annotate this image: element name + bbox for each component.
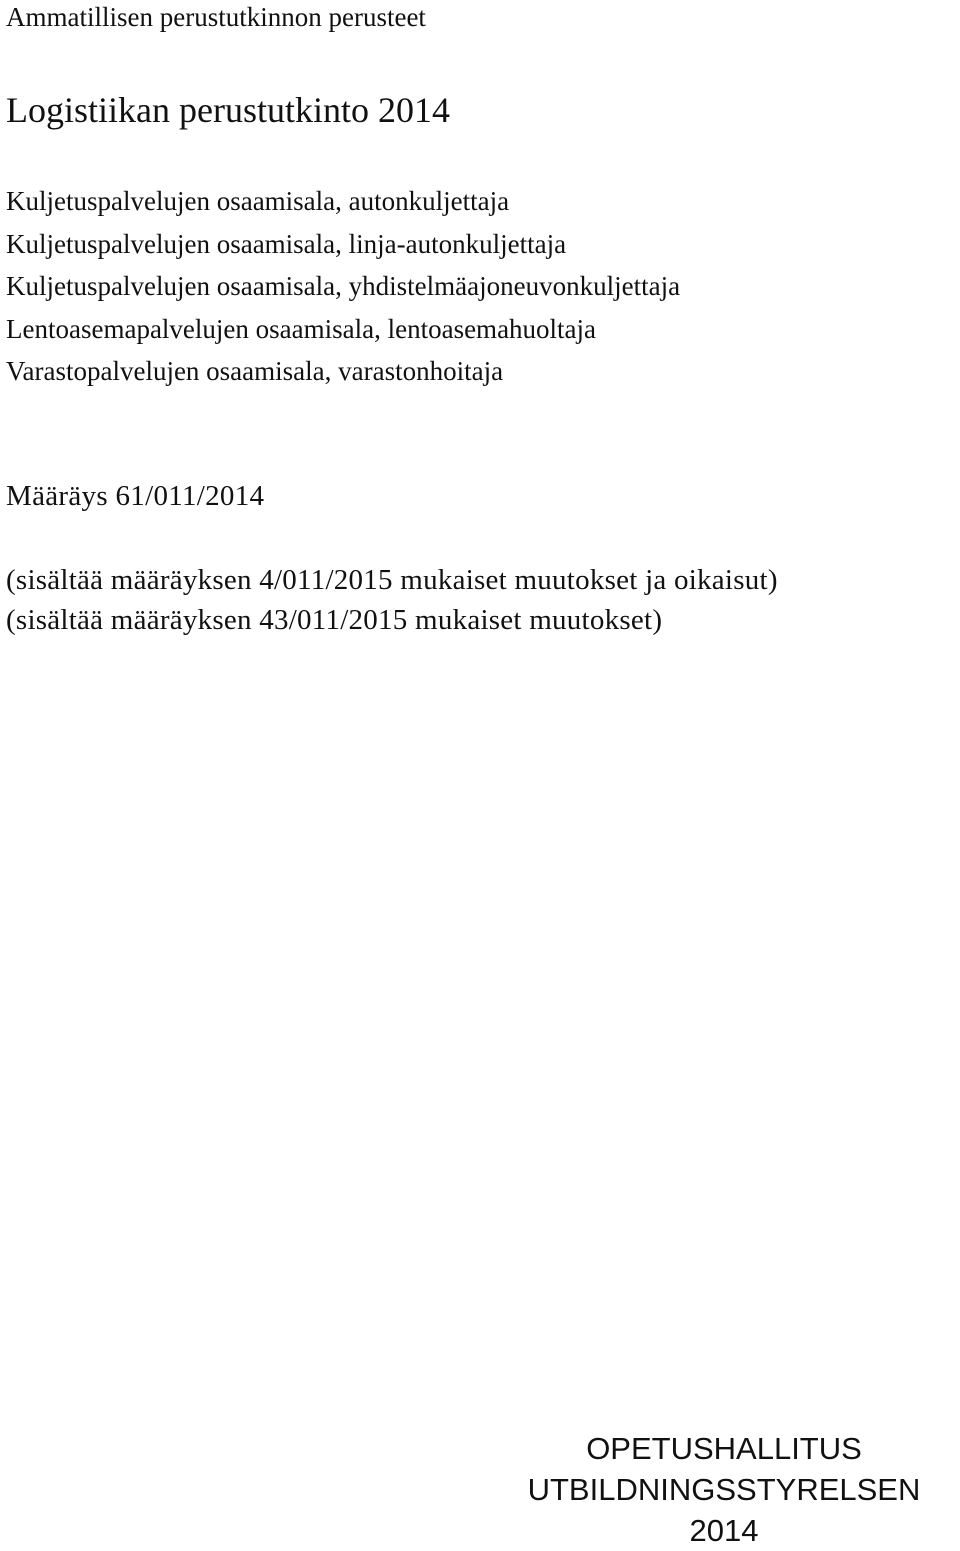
publisher-name-fi: OPETUSHALLITUS [586,1431,862,1466]
publisher-name-sv: UTBILDNINGSSTYRELSEN [527,1472,921,1507]
program-item: Varastopalvelujen osaamisala, varastonhoitaja [6,356,504,386]
program-item: Kuljetuspalvelujen osaamisala, linja-autonkuljettaja [6,228,567,259]
amendment-note: (sisältää määräyksen 43/011/2015 mukaiset muutokset) [6,604,663,636]
publisher-block [494,1428,954,1551]
program-item: Kuljetuspalvelujen osaamisala, yhdistelmäajoneuvonkuljettaja [6,271,681,301]
program-item: Kuljetuspalvelujen osaamisala, autonkuljettaja [6,186,510,216]
series-title: Ammatillisen perustutkinnon perusteet [6,2,426,32]
amendment-list [6,560,778,640]
degree-title: Logistiikan perustutkinto 2014 [6,90,450,130]
program-list [6,180,680,393]
program-item: Lentoasemapalvelujen osaamisala, lentoasemahuoltaja [6,313,597,344]
amendment-note: (sisältää määräyksen 4/011/2015 mukaiset muutokset ja oikaisut) [6,564,778,596]
publication-year: 2014 [689,1513,759,1548]
decree-number: Määräys 61/011/2014 [6,480,265,512]
